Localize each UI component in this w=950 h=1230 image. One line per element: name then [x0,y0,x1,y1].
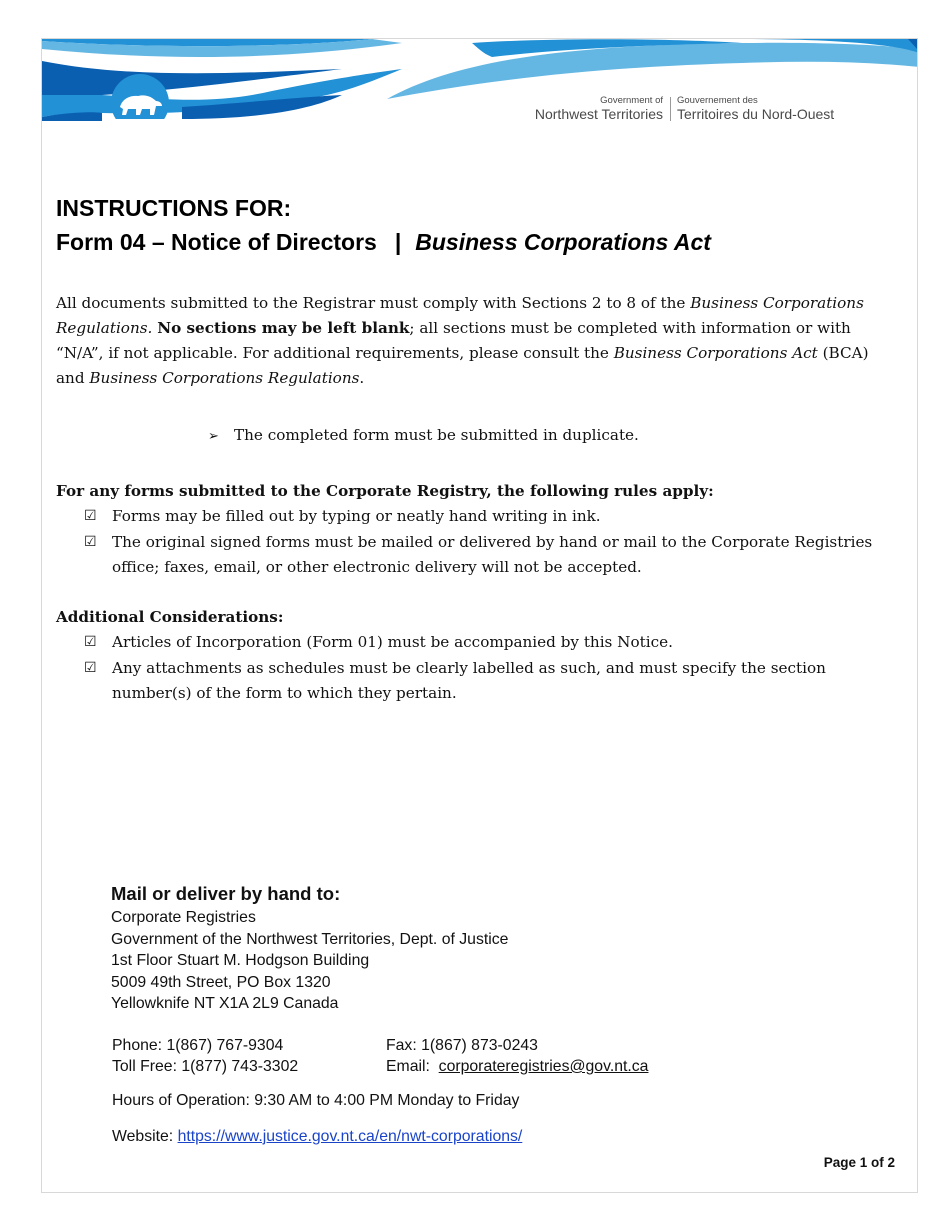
address-line: Yellowknife NT X1A 2L9 Canada [111,995,339,1013]
address-line: Corporate Registries [111,909,256,926]
intro-paragraph [56,291,886,391]
list-item-text: Forms may be filled out by typing or neatly hand writing in ink. [112,507,601,525]
page-title [56,191,711,259]
mail-heading: Mail or deliver by hand to: [111,883,341,904]
fax-number: Fax: 1(867) 873-0243 [386,1037,538,1054]
email-label: Email: [386,1058,430,1075]
gov-en-name: Northwest Territories [534,106,663,122]
intro-text-2: ; all sections must be completed with information or with “N/A”, if not applicable. For additional requirements, please consult the [56,319,851,362]
list-item [84,630,904,656]
checkbox-icon: ☑ [84,659,97,676]
title-separator: | [394,229,402,255]
address-line: 5009 49th Street, PO Box 1320 [111,973,331,991]
title-line-1: INSTRUCTIONS FOR: [56,195,292,221]
email-link[interactable]: corporateregistries@gov.nt.ca [438,1058,649,1075]
intro-text-1: All documents submitted to the Registrar must comply with Sections 2 to 8 of the [56,294,691,312]
government-name-divider [670,97,671,121]
form-name: Form 04 – Notice of Directors [56,229,377,255]
list-item-text: Any attachments as schedules must be clearly labelled as such, and must specify the section number(s) of the form to which they pertain. [112,658,826,702]
toll-free-number: Toll Free: 1(877) 743-3302 [112,1058,299,1075]
intro-text-3: (BCA) and [56,344,869,387]
fax-email-block [386,1035,648,1077]
list-item [84,504,904,530]
rules-list [84,504,904,581]
government-name-french [677,95,834,122]
duplicate-bullet [208,423,639,449]
list-item-text: The original signed forms must be mailed or delivered by hand or mail to the Corporate Registries office; faxes, email, or other electronic delivery will not be accepted. [112,532,873,576]
gov-fr-name: Territoires du Nord-Ouest [677,106,835,122]
intro-act: Business Corporations Act [613,344,818,362]
document-page [41,38,918,1193]
list-item [84,656,904,707]
gov-en-small: Government of [600,95,663,106]
title-line-2 [56,225,711,259]
phone-block [112,1035,298,1077]
act-name: Business Corporations Act [415,229,711,255]
considerations-heading: Additional Considerations: [56,608,284,626]
website-label: Website: [112,1128,174,1145]
intro-regulations: Business Corporations Regulations. [56,294,864,337]
intro-bold: No sections may be left blank [157,319,410,337]
website-link[interactable]: https://www.justice.gov.nt.ca/en/nwt-corporations/ [177,1128,523,1145]
mailing-address [111,881,508,1015]
intro-regulations-2: Business Corporations Regulations [89,369,360,387]
list-item-text: Articles of Incorporation (Form 01) must be accompanied by this Notice. [112,633,673,651]
page-number: Page 1 of 2 [823,1155,895,1170]
intro-text-4: . [359,369,365,387]
arrow-bullet-icon: ➢ [208,429,219,444]
gov-fr-small: Gouvernement des [677,95,758,106]
considerations-list [84,630,904,707]
rules-heading: For any forms submitted to the Corporate Registry, the following rules apply: [56,482,714,500]
address-line: 1st Floor Stuart M. Hodgson Building [111,952,370,970]
government-name-english [535,95,663,122]
hours-of-operation: Hours of Operation: 9:30 AM to 4:00 PM Monday to Friday [112,1092,520,1109]
duplicate-bullet-text: The completed form must be submitted in duplicate. [234,426,639,444]
list-item [84,530,904,581]
phone-number: Phone: 1(867) 767-9304 [112,1037,284,1054]
website-row [112,1126,522,1147]
address-line: Government of the Northwest Territories, Dept. of Justice [111,930,509,948]
checkbox-icon: ☑ [84,634,97,650]
checkbox-icon: ☑ [84,508,97,524]
checkbox-icon: ☑ [84,533,97,550]
email-row [386,1056,648,1077]
